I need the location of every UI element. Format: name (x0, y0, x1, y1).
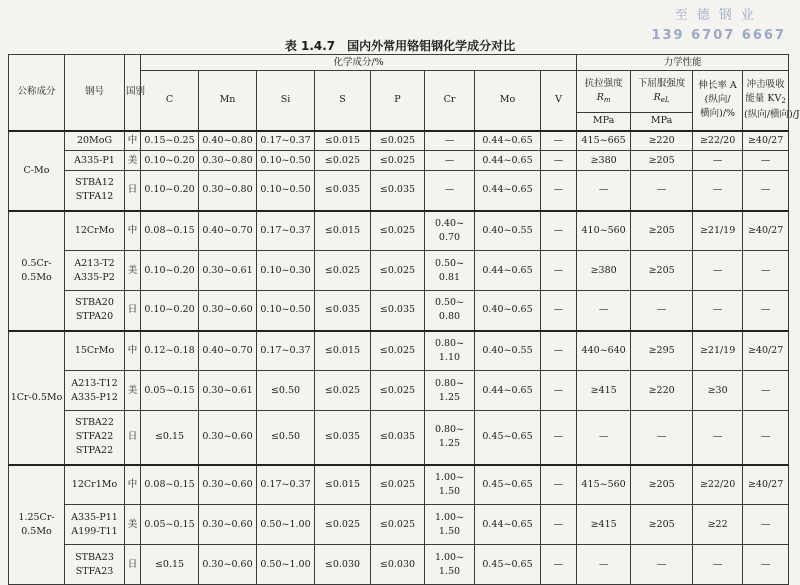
grade-cell (65, 171, 125, 211)
yield-cell: ≥220 (631, 131, 693, 151)
elongation-cell: ≥22/20 (693, 131, 743, 151)
grade-line: STBA20 (75, 297, 114, 309)
yield-cell: ≥295 (631, 331, 693, 371)
nominal-composition-cell (9, 211, 65, 331)
table-row (9, 505, 789, 545)
country-cell: 中 (125, 465, 141, 505)
si-cell: 0.17~0.37 (257, 211, 315, 251)
header-elong-line2: (纵向/ (704, 94, 731, 106)
nominal-composition-cell (9, 131, 65, 211)
header-tensile-label: 抗拉强度 (584, 77, 623, 89)
cr-cell (425, 251, 475, 291)
header-yield (631, 71, 693, 113)
cr-line: — (444, 154, 455, 166)
table-title: 表 1.4.7 国内外常用铬钼钢化学成分对比 (284, 39, 516, 53)
s-cell: ≤0.015 (315, 131, 371, 151)
header-mn: Mn (199, 71, 257, 131)
mo-cell: 0.45~0.65 (475, 411, 541, 465)
cr-line: — (444, 134, 455, 146)
nominal-composition-line: C-Mo (23, 164, 50, 176)
table-row (9, 411, 789, 465)
grade-line: STBA12 (75, 177, 114, 189)
table-row (9, 131, 789, 151)
elongation-cell: — (693, 171, 743, 211)
p-cell: ≤0.035 (371, 411, 425, 465)
grade-line: A335-P11 (71, 511, 118, 523)
grade-cell (65, 291, 125, 331)
grade-line: STFA22 (75, 431, 114, 443)
s-cell: ≤0.025 (315, 251, 371, 291)
cr-line: 1.50 (438, 525, 461, 537)
country-cell: 中 (125, 331, 141, 371)
grade-line: 12CrMo (74, 224, 115, 236)
grade-line: 20MoG (76, 134, 113, 146)
country-cell: 中 (125, 131, 141, 151)
grade-cell (65, 331, 125, 371)
impact-cell: — (743, 545, 789, 585)
grade-cell (65, 151, 125, 171)
tensile-cell: ≥380 (577, 151, 631, 171)
v-cell: — (541, 331, 577, 371)
si-cell: 0.50~1.00 (257, 505, 315, 545)
c-cell: 0.15~0.25 (141, 131, 199, 151)
grade-line: A213-T2 (74, 257, 115, 269)
grade-cell (65, 211, 125, 251)
cr-cell (425, 151, 475, 171)
s-cell: ≤0.025 (315, 371, 371, 411)
tensile-cell: — (577, 171, 631, 211)
nominal-composition-line: 0.5Cr- (21, 257, 52, 269)
p-cell: ≤0.025 (371, 371, 425, 411)
cr-line: 0.50~ (434, 297, 465, 309)
cr-line: 1.50 (438, 565, 461, 577)
c-cell: 0.10~0.20 (141, 171, 199, 211)
header-impact (743, 71, 800, 131)
v-cell: — (541, 151, 577, 171)
si-cell: 0.10~0.50 (257, 171, 315, 211)
elongation-cell: — (693, 251, 743, 291)
grade-line: 15CrMo (74, 344, 115, 356)
c-cell: 0.10~0.20 (141, 251, 199, 291)
cr-line: 0.80~ (434, 337, 465, 349)
grade-line: STBA23 (75, 551, 114, 563)
yield-cell: ≥205 (631, 151, 693, 171)
mn-cell: 0.30~0.60 (199, 465, 257, 505)
s-cell: ≤0.035 (315, 411, 371, 465)
impact-cell: — (743, 151, 789, 171)
nominal-composition-line: 1.25Cr- (18, 511, 55, 523)
grade-line: STBA22 (75, 417, 114, 429)
header-s: S (315, 71, 371, 131)
impact-cell: — (743, 171, 789, 211)
elongation-cell: — (693, 545, 743, 585)
c-cell: ≤0.15 (141, 545, 199, 585)
header-yield-unit: MPa (631, 113, 693, 131)
grade-line: STPA20 (75, 311, 114, 323)
yield-cell: — (631, 411, 693, 465)
cr-cell (425, 371, 475, 411)
cr-line: 1.50 (438, 485, 461, 497)
s-cell: ≤0.015 (315, 331, 371, 371)
cr-line: 0.81 (438, 271, 461, 283)
si-cell: ≤0.50 (257, 371, 315, 411)
tensile-cell: ≥415 (577, 371, 631, 411)
p-cell: ≤0.025 (371, 211, 425, 251)
s-cell: ≤0.035 (315, 171, 371, 211)
table-row (9, 371, 789, 411)
chemical-composition-table (8, 54, 800, 585)
grade-cell (65, 251, 125, 291)
cr-line: 1.25 (438, 391, 461, 403)
table-row (9, 211, 789, 251)
tensile-cell: 415~560 (577, 465, 631, 505)
mo-cell: 0.44~0.65 (475, 171, 541, 211)
tensile-cell: — (577, 411, 631, 465)
cr-line: — (444, 184, 455, 196)
v-cell: — (541, 131, 577, 151)
c-cell: 0.05~0.15 (141, 505, 199, 545)
mo-cell: 0.40~0.65 (475, 291, 541, 331)
grade-line: A335-P12 (71, 391, 118, 403)
header-impact-line1: 冲击吸收 (746, 79, 785, 91)
country-cell: 日 (125, 411, 141, 465)
mn-cell: 0.30~0.61 (199, 251, 257, 291)
si-cell: 0.10~0.50 (257, 151, 315, 171)
elongation-cell: ≥21/19 (693, 331, 743, 371)
grade-cell (65, 545, 125, 585)
country-cell: 日 (125, 171, 141, 211)
cr-cell (425, 545, 475, 585)
yield-cell: ≥205 (631, 211, 693, 251)
header-grade: 钢号 (65, 55, 125, 131)
mo-cell: 0.40~0.55 (475, 211, 541, 251)
grade-cell (65, 131, 125, 151)
p-cell: ≤0.025 (371, 251, 425, 291)
header-yield-symbol: R (653, 91, 661, 103)
tensile-cell: 415~665 (577, 131, 631, 151)
v-cell: — (541, 545, 577, 585)
country-cell: 美 (125, 505, 141, 545)
mn-cell: 0.40~0.70 (199, 211, 257, 251)
impact-cell: — (743, 291, 789, 331)
grade-line: 12Cr1Mo (71, 478, 118, 490)
tensile-cell: — (577, 545, 631, 585)
p-cell: ≤0.030 (371, 545, 425, 585)
cr-line: 0.80~ (434, 424, 465, 436)
cr-line: 0.80~ (434, 377, 465, 389)
country-cell: 日 (125, 291, 141, 331)
header-cr: Cr (425, 71, 475, 131)
mo-cell: 0.45~0.65 (475, 545, 541, 585)
impact-cell: ≥40/27 (743, 211, 789, 251)
header-mech-group: 力学性能 (577, 55, 789, 71)
nominal-composition-line: 0.5Mo (21, 271, 52, 283)
yield-cell: — (631, 545, 693, 585)
table-row (9, 291, 789, 331)
tensile-cell: 410~560 (577, 211, 631, 251)
country-cell: 美 (125, 151, 141, 171)
impact-cell: — (743, 371, 789, 411)
v-cell: — (541, 465, 577, 505)
cr-cell (425, 411, 475, 465)
impact-cell: — (743, 251, 789, 291)
c-cell: ≤0.15 (141, 411, 199, 465)
country-cell: 美 (125, 371, 141, 411)
v-cell: — (541, 505, 577, 545)
header-elong-line3: 横向)/% (700, 108, 736, 120)
grade-line: STPA22 (75, 445, 114, 457)
yield-cell: ≥205 (631, 505, 693, 545)
header-tensile (577, 71, 631, 113)
header-impact-line2: 能量 KV (745, 93, 782, 105)
header-tensile-sub: m (603, 95, 611, 104)
grade-line: A199-T11 (71, 525, 118, 537)
table-row (9, 465, 789, 505)
nominal-composition-line: 0.5Mo (21, 525, 52, 537)
tensile-cell: ≥415 (577, 505, 631, 545)
cr-cell (425, 211, 475, 251)
s-cell: ≤0.035 (315, 291, 371, 331)
table-row (9, 251, 789, 291)
grade-cell (65, 371, 125, 411)
grade-line: A335-P1 (74, 154, 115, 166)
c-cell: 0.12~0.18 (141, 331, 199, 371)
table-row (9, 171, 789, 211)
cr-line: 0.80 (438, 311, 461, 323)
table-row (9, 545, 789, 585)
grade-line: A213-T12 (71, 377, 118, 389)
grade-cell (65, 505, 125, 545)
header-yield-label: 下屈服强度 (637, 77, 686, 89)
mn-cell: 0.30~0.80 (199, 151, 257, 171)
grade-cell (65, 411, 125, 465)
header-elongation (693, 71, 743, 131)
mn-cell: 0.30~0.60 (199, 505, 257, 545)
s-cell: ≤0.015 (315, 211, 371, 251)
c-cell: 0.08~0.15 (141, 465, 199, 505)
mn-cell: 0.30~0.60 (199, 545, 257, 585)
c-cell: 0.10~0.20 (141, 151, 199, 171)
elongation-cell: ≥22/20 (693, 465, 743, 505)
cr-cell (425, 131, 475, 151)
impact-cell: — (743, 505, 789, 545)
impact-cell: ≥40/27 (743, 331, 789, 371)
cr-line: 0.70 (438, 231, 461, 243)
header-mo: Mo (475, 71, 541, 131)
mn-cell: 0.30~0.80 (199, 171, 257, 211)
si-cell: 0.50~1.00 (257, 545, 315, 585)
mn-cell: 0.40~0.70 (199, 331, 257, 371)
nominal-composition-cell (9, 331, 65, 465)
p-cell: ≤0.035 (371, 171, 425, 211)
p-cell: ≤0.025 (371, 331, 425, 371)
country-cell: 美 (125, 251, 141, 291)
v-cell: — (541, 411, 577, 465)
si-cell: ≤0.50 (257, 411, 315, 465)
cr-line: 0.40~ (434, 217, 465, 229)
mn-cell: 0.30~0.60 (199, 291, 257, 331)
table-row (9, 331, 789, 371)
elongation-cell: ≥22 (693, 505, 743, 545)
c-cell: 0.10~0.20 (141, 291, 199, 331)
cr-line: 1.00~ (434, 471, 465, 483)
impact-cell: ≥40/27 (743, 131, 789, 151)
mo-cell: 0.44~0.65 (475, 505, 541, 545)
yield-cell: ≥220 (631, 371, 693, 411)
c-cell: 0.05~0.15 (141, 371, 199, 411)
table-row (9, 151, 789, 171)
mo-cell: 0.44~0.65 (475, 131, 541, 151)
p-cell: ≤0.035 (371, 291, 425, 331)
header-p: P (371, 71, 425, 131)
mo-cell: 0.45~0.65 (475, 465, 541, 505)
p-cell: ≤0.025 (371, 465, 425, 505)
header-c: C (141, 71, 199, 131)
si-cell: 0.10~0.30 (257, 251, 315, 291)
v-cell: — (541, 291, 577, 331)
header-tensile-symbol: R (596, 91, 604, 103)
mn-cell: 0.40~0.80 (199, 131, 257, 151)
elongation-cell: ≥30 (693, 371, 743, 411)
cr-cell (425, 331, 475, 371)
c-cell: 0.08~0.15 (141, 211, 199, 251)
cr-cell (425, 171, 475, 211)
cr-line: 1.00~ (434, 551, 465, 563)
cr-line: 1.10 (438, 351, 461, 363)
nominal-composition-cell (9, 465, 65, 585)
grade-line: STFA12 (75, 191, 114, 203)
s-cell: ≤0.025 (315, 151, 371, 171)
si-cell: 0.17~0.37 (257, 465, 315, 505)
cr-cell (425, 291, 475, 331)
s-cell: ≤0.015 (315, 465, 371, 505)
si-cell: 0.17~0.37 (257, 331, 315, 371)
v-cell: — (541, 211, 577, 251)
v-cell: — (541, 371, 577, 411)
cr-cell (425, 505, 475, 545)
mo-cell: 0.40~0.55 (475, 331, 541, 371)
header-country: 国别 (125, 55, 141, 131)
elongation-cell: ≥21/19 (693, 211, 743, 251)
si-cell: 0.17~0.37 (257, 131, 315, 151)
country-cell: 日 (125, 545, 141, 585)
p-cell: ≤0.025 (371, 151, 425, 171)
header-chem-group: 化学成分/% (141, 55, 577, 71)
cr-cell (425, 465, 475, 505)
si-cell: 0.10~0.50 (257, 291, 315, 331)
mn-cell: 0.30~0.61 (199, 371, 257, 411)
elongation-cell: — (693, 411, 743, 465)
header-impact-sub: 2 (781, 97, 786, 106)
header-nominal: 公称成分 (9, 55, 65, 131)
header-si: Si (257, 71, 315, 131)
s-cell: ≤0.030 (315, 545, 371, 585)
v-cell: — (541, 171, 577, 211)
grade-line: A335-P2 (74, 271, 115, 283)
cr-line: 0.50~ (434, 257, 465, 269)
cr-line: 1.25 (438, 438, 461, 450)
tensile-cell: 440~640 (577, 331, 631, 371)
header-impact-line3: (纵向/横向)/J (744, 109, 800, 121)
mo-cell: 0.44~0.65 (475, 151, 541, 171)
watermark-company: 至德钢业 (674, 8, 763, 23)
tensile-cell: — (577, 291, 631, 331)
header-yield-sub: eL (660, 95, 670, 104)
header-tensile-unit: MPa (577, 113, 631, 131)
impact-cell: ≥40/27 (743, 465, 789, 505)
grade-line: STFA23 (75, 565, 114, 577)
yield-cell: ≥205 (631, 251, 693, 291)
p-cell: ≤0.025 (371, 131, 425, 151)
nominal-composition-line: 1Cr-0.5Mo (10, 391, 63, 403)
tensile-cell: ≥380 (577, 251, 631, 291)
mo-cell: 0.44~0.65 (475, 251, 541, 291)
elongation-cell: — (693, 291, 743, 331)
yield-cell: — (631, 291, 693, 331)
v-cell: — (541, 251, 577, 291)
mn-cell: 0.30~0.60 (199, 411, 257, 465)
mo-cell: 0.44~0.65 (475, 371, 541, 411)
s-cell: ≤0.025 (315, 505, 371, 545)
header-elong-line1: 伸长率 A (698, 80, 737, 92)
elongation-cell: — (693, 151, 743, 171)
p-cell: ≤0.025 (371, 505, 425, 545)
watermark-phone: 139 6707 6667 (651, 28, 786, 43)
impact-cell: — (743, 411, 789, 465)
header-v: V (541, 71, 577, 131)
grade-cell (65, 465, 125, 505)
yield-cell: — (631, 171, 693, 211)
cr-line: 1.00~ (434, 511, 465, 523)
yield-cell: ≥205 (631, 465, 693, 505)
country-cell: 中 (125, 211, 141, 251)
